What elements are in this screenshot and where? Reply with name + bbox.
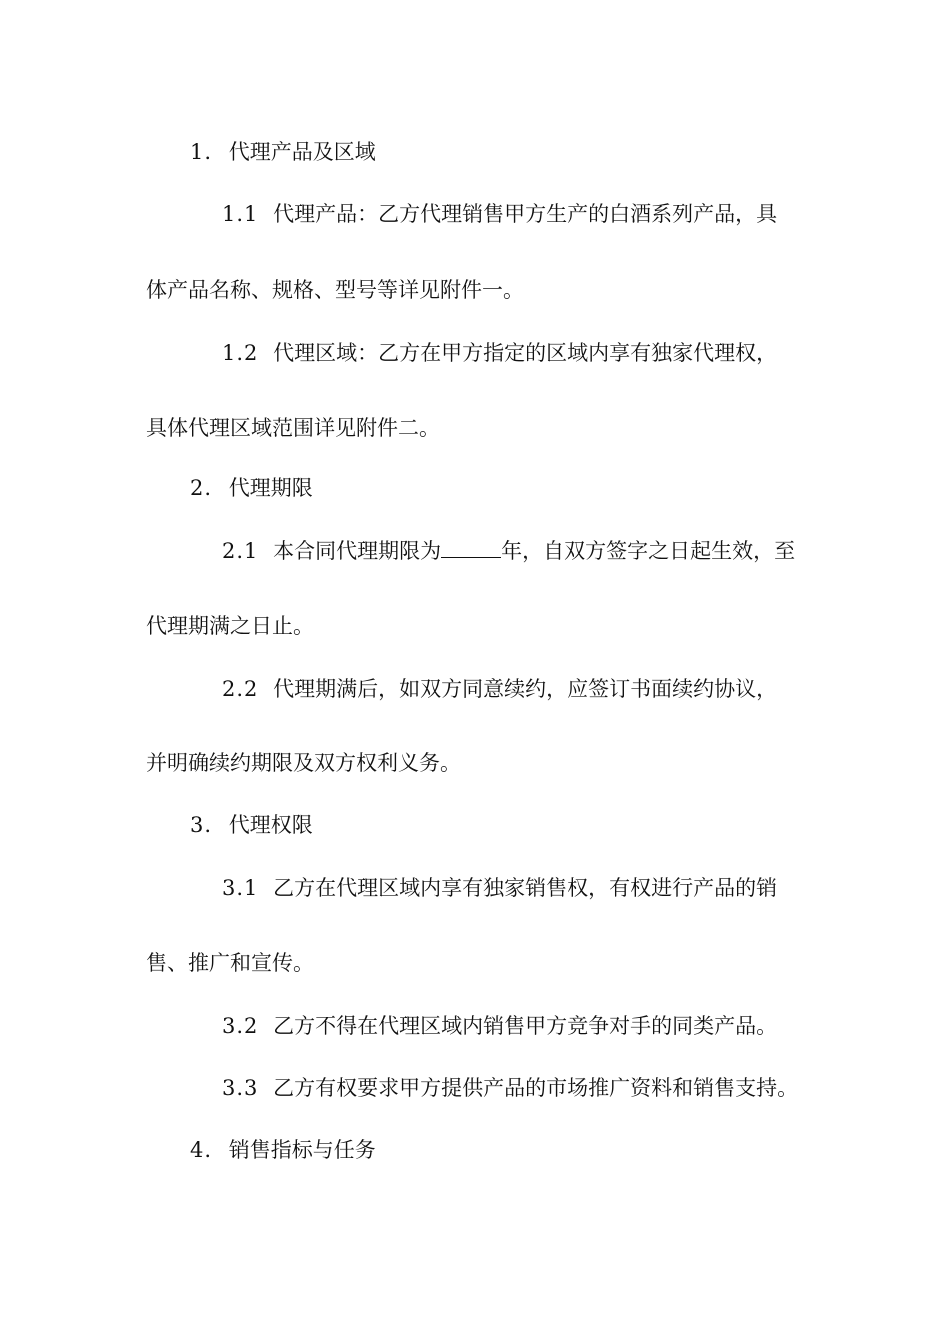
section-title: 代理产品及区域 <box>228 140 376 164</box>
clause-1-2-line2: 具体代理区域范围详见附件二。 <box>146 416 440 440</box>
clause-3-1-line1 <box>222 874 777 902</box>
section-heading-1 <box>190 138 376 166</box>
section-number: 3. <box>190 813 213 837</box>
section-heading-3 <box>190 811 313 839</box>
section-number: 1. <box>190 140 213 164</box>
clause-number: 3.2 <box>222 1014 259 1038</box>
clause-1-1-line1 <box>222 200 777 228</box>
section-title: 代理期限 <box>228 476 313 500</box>
clause-number: 1.2 <box>222 341 259 365</box>
clause-1-1-line2: 体产品名称、规格、型号等详见附件一。 <box>146 278 524 302</box>
section-heading-2 <box>190 474 313 502</box>
clause-3-3-line1 <box>222 1074 798 1102</box>
section-number: 2. <box>190 476 213 500</box>
clause-2-2-line1 <box>222 675 777 703</box>
clause-2-1-line2: 代理期满之日止。 <box>146 614 314 638</box>
section-heading-4 <box>190 1136 376 1164</box>
clause-number: 2.2 <box>222 677 259 701</box>
clause-text: 乙方在代理区域内享有独家销售权，有权进行产品的销 <box>273 876 778 900</box>
clause-text-pre: 本合同代理期限为 <box>273 539 442 563</box>
clause-number: 1.1 <box>222 202 259 226</box>
section-title: 代理权限 <box>228 813 313 837</box>
clause-2-2-line2: 并明确续约期限及双方权利义务。 <box>146 751 461 775</box>
section-number: 4. <box>190 1138 213 1162</box>
clause-text: 乙方有权要求甲方提供产品的市场推广资料和销售支持。 <box>273 1076 799 1100</box>
clause-text: 代理产品：乙方代理销售甲方生产的白酒系列产品，具 <box>273 202 778 226</box>
clause-3-1-line2: 售、推广和宣传。 <box>146 951 314 975</box>
section-title: 销售指标与任务 <box>228 1138 376 1162</box>
clause-3-2-line1 <box>222 1012 777 1040</box>
clause-text: 乙方不得在代理区域内销售甲方竞争对手的同类产品。 <box>273 1014 778 1038</box>
clause-number: 2.1 <box>222 539 259 563</box>
clause-1-2-line1 <box>222 339 777 367</box>
clause-number: 3.1 <box>222 876 259 900</box>
clause-number: 3.3 <box>222 1076 259 1100</box>
clause-text: 代理区域：乙方在甲方指定的区域内享有独家代理权， <box>273 341 778 365</box>
term-years-blank <box>441 539 501 558</box>
clause-2-1-line1 <box>222 537 795 565</box>
clause-text-post: 年，自双方签字之日起生效，至 <box>501 539 796 563</box>
clause-text: 代理期满后，如双方同意续约，应签订书面续约协议， <box>273 677 778 701</box>
